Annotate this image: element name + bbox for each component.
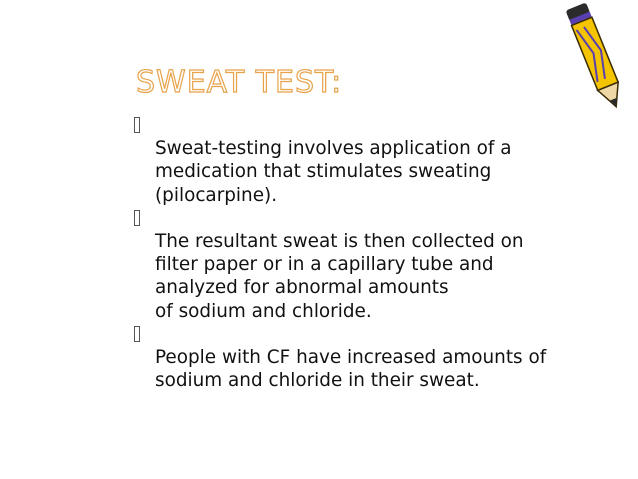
bullet-item-2 (134, 207, 604, 323)
bullet-item-3 (134, 323, 604, 393)
pencil-icon (558, 0, 638, 118)
bullet-marker-icon (134, 210, 140, 226)
bullet-text-2: The resultant sweat is then collected on filter paper or in a capillary tube and analyzed for abnormal amounts of sodium and chloride. (155, 231, 524, 322)
slide-title: SWEAT TEST: (136, 65, 343, 100)
bullet-marker-icon (134, 117, 140, 133)
bullet-list (134, 114, 604, 392)
bullet-marker-icon (134, 326, 140, 342)
bullet-item-1 (134, 114, 604, 207)
bullet-text-3: People with CF have increased amounts of sodium and chloride in their sweat. (155, 347, 547, 392)
bullet-text-1: Sweat-testing involves application of a medication that stimulates sweating (pilocarpine). (155, 138, 512, 206)
